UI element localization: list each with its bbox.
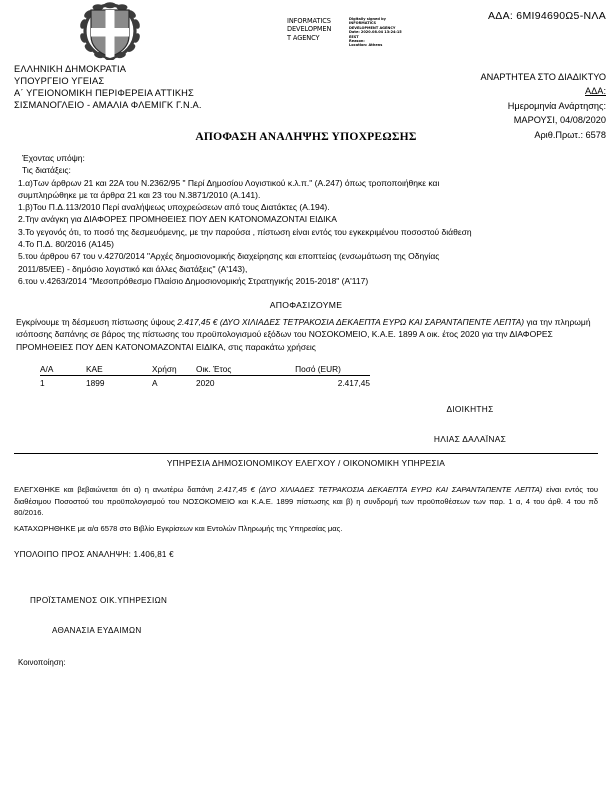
stamp-detail-3: DEVELOPMENT AGENCY — [349, 25, 396, 30]
remaining-balance-line — [14, 550, 598, 559]
org-line-republic: ΕΛΛΗΝΙΚΗ ΔΗΜΟΚΡΑΤΙΑ — [14, 64, 127, 74]
cell-serial: 1 — [40, 378, 45, 388]
audit-text-lead: ΕΛΕΓΧΘΗΚΕ και βεβαιώνεται ότι α) η ανωτέρω δαπάνη — [14, 485, 218, 494]
decision-amount-words: (ΔΥΟ ΧΙΛΙΑΔΕΣ ΤΕΤΡΑΚΟΣΙΑ ΔΕΚΑΕΠΤΑ ΕΥΡΩ ΚΑΙ ΣΑΡΑΝΤΑΠΕΝΤΕ ΛΕΠΤΑ) — [217, 317, 525, 327]
ada-label: ΑΔΑ: — [585, 86, 606, 97]
cell-use: Α — [152, 378, 158, 388]
decision-heading: ΑΠΟΦΑΣΙΖΟΥΜΕ — [269, 300, 343, 310]
stamp-detail-6: Reason: — [349, 39, 365, 44]
legal-clause: 3.Το γεγονός ότι, το ποσό της δεσμευόμενης, με την παρούσα , πίστωση είναι εντός του εγκεκριμένου ποσοστού διάθεση — [18, 226, 472, 237]
cell-amount: 2.417,45 — [337, 378, 370, 388]
table-row — [40, 375, 370, 388]
commitment-amounts-table — [40, 364, 370, 388]
audit-service-heading: ΥΠΗΡΕΣΙΑ ΔΗΜΟΣΙΟΝΟΜΙΚΟΥ ΕΛΕΓΧΟΥ / ΟΙΚΟΝΟΜΙΚΗ ΥΠΗΡΕΣΙΑ — [166, 458, 446, 468]
protocol-number: Αριθ.Πρωτ.: 6578 — [534, 129, 606, 140]
decision-body — [16, 316, 598, 353]
stamp-detail-4: Date: 2020.08.04 13:24:15 — [349, 30, 402, 35]
legal-clause: 1.α)Των άρθρων 21 και 22Α του Ν.2362/95 " Περί Δημοσίου Λογιστικού κ.λ.π." (Α.247) όπως τροποποιήθηκε και — [18, 177, 440, 188]
org-line-region: Α΄ ΥΓΕΙΟΝΟΜΙΚΗ ΠΕΡΙΦΕΡΕΙΑ ΑΤΤΙΚΗΣ — [14, 88, 194, 99]
legal-clause: 5.του άρθρου 67 του ν.4270/2014 "Αρχές δημοσιονομικής διαχείρησης και εποπτείας (ενσωμάτωση της Οδηγίας — [18, 251, 440, 262]
decision-amount: 2.417,45 € — [177, 317, 218, 327]
decision-text-lead: Εγκρίνουμε τη δέσμευση πίστωσης ύψους — [16, 317, 178, 327]
cell-year: 2020 — [196, 378, 215, 388]
place-and-date: ΜΑΡΟΥΣΙ, 04/08/2020 — [513, 115, 606, 126]
legal-clause: 1.β)Του Π.Δ.113/2010 Περί αναλήψεως υποχρεώσεων από τους Διατάκτες (Α.194). — [18, 202, 330, 213]
having-regard-label: Έχοντας υπόψη: — [22, 153, 85, 163]
financial-officer-name: ΑΘΑΝΑΣΙΑ ΕΥΔΑΙΜΩΝ — [52, 626, 142, 635]
registration-line: ΚΑΤΑΧΩΡΗΘΗΚΕ με α/α 6578 στο Βιβλίο Εγκρίσεων και Εντολών Πληρωμής της Υπηρεσίας μας. — [14, 524, 343, 533]
upload-notice: ΑΝΑΡΤΗΤΕΑ ΣΤΟ ΔΙΑΔΙΚΤΥΟ — [480, 72, 606, 82]
cell-kae: 1899 — [86, 378, 105, 388]
org-line-hospital: ΣΙΣΜΑΝΟΓΛΕΙΟ - ΑΜΑΛΙΑ ΦΛΕΜΙΓΚ Γ.Ν.Α. — [14, 100, 202, 111]
stamp-line-1: INFORMATICS — [287, 17, 331, 25]
stamp-detail-2: INFORMATICS — [349, 21, 377, 26]
legal-clause: συμπληρώθηκε με τα άρθρα 21 και 23 του Ν.3871/2010 (Α.141). — [18, 189, 261, 200]
column-header-kae: ΚΑΕ — [86, 364, 152, 375]
page-title: ΑΠΟΦΑΣΗ ΑΝΑΛΗΨΗΣ ΥΠΟΧΡΕΩΣΗΣ — [195, 130, 417, 143]
provisions-label: Τις διατάξεις: — [22, 165, 71, 176]
section-divider — [14, 453, 598, 454]
column-header-serial: Α/Α — [40, 364, 86, 375]
balance-label: ΥΠΟΛΟΙΠΟ ΠΡΟΣ ΑΝΑΛΗΨΗ: — [14, 550, 132, 559]
column-header-use: Χρήση — [152, 364, 196, 375]
audit-amount: 2.417,45 € — [217, 485, 255, 494]
ada-number-header: ΑΔΑ: 6ΜΙ94690Ω5-ΝΛΑ — [487, 10, 606, 22]
legal-clause: 4.Το Π.Δ. 80/2016 (Α145) — [18, 239, 114, 250]
legal-clause: 6.του ν.4263/2014 "Μεσοπρόθεσμο Πλαίσιο Δημοσιονομικής Στρατηγικής 2015-2018" (Α'117) — [18, 275, 369, 286]
organization-block — [14, 63, 344, 111]
legal-clause: 2011/85/ΕΕ) - δημόσιο λογιστικό και άλλες διατάξεις" (Α'143), — [18, 263, 248, 274]
org-line-ministry: ΥΠΟΥΡΓΕΙΟ ΥΓΕΙΑΣ — [14, 76, 105, 87]
stamp-detail-7: Location: Athens — [349, 43, 383, 48]
stamp-detail-1: Digitally signed by — [349, 17, 386, 21]
stamp-line-3: T AGENCY — [287, 33, 320, 42]
balance-value: 1.406,81 € — [133, 550, 174, 559]
table-header-row — [40, 364, 370, 375]
greek-coat-of-arms-emblem — [76, 2, 144, 60]
administrator-role: ΔΙΟΙΚΗΤΗΣ — [446, 404, 494, 414]
decision-text-tail: για την πληρωμή ισόποσης δαπάνης σε βάρος της πίστωσης του προϋπολογισμού εξόδων του ΝΟΣΟΚΟΜΕΙΟ, Κ.Α.Ε. 1899 Α οικ. έτος 2020 για την ΔΙΑΦΟΡΕΣ ΠΡΟΜΗΘΕΙΕΣ ΠΟΥ ΔΕΝ ΚΑΤΟΝΟΜΑΖΟΝΤΑΙ ΕΙΔΙΚΑ, στις παρακάτω χρήσεις — [16, 317, 591, 352]
audit-amount-words: (ΔΥΟ ΧΙΛΙΑΔΕΣ ΤΕΤΡΑΚΟΣΙΑ ΔΕΚΑΕΠΤΑ ΕΥΡΩ ΚΑΙ ΣΑΡΑΝΤΑΠΕΝΤΕ ΛΕΠΤΑ) — [254, 485, 543, 494]
preamble-section — [18, 152, 596, 287]
column-header-amount: Ποσό (EUR) — [266, 364, 370, 375]
audit-text-tail: είναι εντός του διαθέσιμου Ποσοστού του προϋπολογισμού του ΝΟΣΟΚΟΜΕΙΟ και Κ.Α.Ε. 1899 πίστωσης και β) η συνδρομή των προϋποθέσεων των παρ. 1 α, 4 του άρθ. 4 του πδ 80/2016. — [14, 485, 599, 518]
stamp-detail-5: EEST — [349, 34, 359, 39]
stamp-line-2: DEVELOPMEN — [287, 25, 332, 34]
administrator-name: ΗΛΙΑΣ ΔΑΛΑΪΝΑΣ — [433, 434, 507, 444]
column-header-year: Οικ. Έτος — [196, 364, 266, 375]
financial-officer-role: ΠΡΟΪΣΤΑΜΕΝΟΣ ΟΙΚ.ΥΠΗΡΕΣΙΩΝ — [30, 596, 168, 605]
legal-clause: 2.Την ανάγκη για ΔΙΑΦΟΡΕΣ ΠΡΟΜΗΘΕΙΕΣ ΠΟΥ ΔΕΝ ΚΑΤΟΝΟΜΑΖΟΝΤΑΙ ΕΙΔΙΚΑ — [18, 214, 337, 225]
audit-service-body — [14, 484, 598, 519]
upload-date-label: Ημερομηνία Ανάρτησης: — [507, 100, 606, 111]
notification-label: Κοινοποίηση: — [18, 658, 66, 667]
